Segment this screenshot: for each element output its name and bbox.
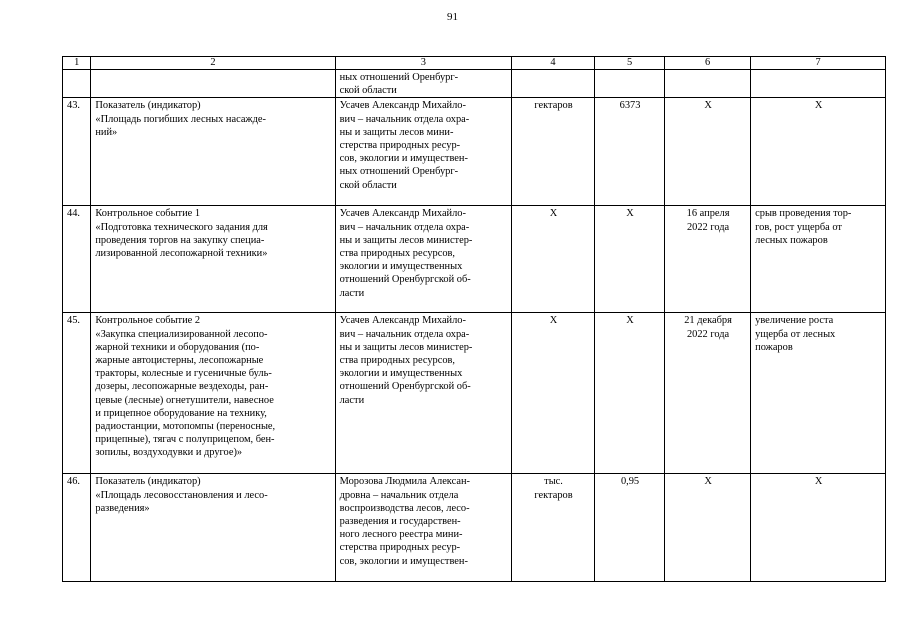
- cell-text-line: ны и защиты лесов мини-: [339, 126, 454, 138]
- cell-text-line: лесных пожаров: [755, 234, 828, 246]
- description-cell: [91, 313, 335, 474]
- cell-text-line: срыв проведения тор-: [755, 208, 852, 220]
- cell-text-line: дозеры, лесопожарные вездеходы, ран-: [95, 381, 269, 393]
- cell-text-line: Усачев Александр Михайло-: [339, 100, 466, 112]
- cell-text-line: Морозова Людмила Алексан-: [339, 476, 470, 488]
- column-header: 3: [335, 57, 511, 70]
- cell-text-line: отношений Оренбургской об-: [339, 274, 471, 286]
- table-row: [63, 206, 886, 313]
- cell-text-line: ской области: [339, 179, 397, 191]
- cell-text: X: [626, 315, 634, 327]
- risk-cell: [751, 206, 886, 313]
- cell-text-line: и прицепное оборудование на технику,: [95, 407, 267, 419]
- row-number-cell: [63, 206, 91, 313]
- cell-text-line: стерства природных ресур-: [339, 542, 461, 554]
- description-cell: [91, 98, 335, 206]
- cell-text-line: Контрольное событие 2: [95, 315, 201, 327]
- unit-cell: [511, 474, 594, 582]
- cell-text-line: 21 декабря: [684, 315, 732, 327]
- plan-table: [62, 56, 886, 582]
- table-row: [63, 313, 886, 474]
- cell-text-line: тракторы, колесные и гусеничные буль-: [95, 368, 272, 380]
- value-cell: [595, 98, 665, 206]
- cell-text-line: ства природных ресурсов,: [339, 248, 456, 260]
- date-cell: [665, 474, 751, 582]
- cell-text-line: гектаров: [534, 100, 573, 112]
- cell-text-line: «Закупка специализированной лесопо-: [95, 328, 268, 340]
- cell-text-line: увеличение роста: [755, 315, 834, 327]
- row-number-cell: [63, 98, 91, 206]
- cell-text-line: ного лесного реестра мини-: [339, 529, 463, 541]
- cell-text-line: лизированной лесопожарной техники»: [95, 248, 268, 260]
- cell-text-line: Показатель (индикатор): [95, 476, 201, 488]
- risk-cell: [751, 474, 886, 582]
- cell-text-line: ных отношений Оренбург-: [339, 72, 459, 83]
- cell-text: 6373: [619, 100, 641, 112]
- risk-cell: [751, 98, 886, 206]
- responsible-cell: [335, 474, 511, 582]
- header-row: [63, 57, 886, 70]
- unit-cell: [511, 313, 594, 474]
- cell-text-line: X: [814, 476, 823, 488]
- date-cell: [665, 70, 751, 98]
- responsible-cell: [335, 70, 511, 98]
- cell-text-line: воспроизводства лесов, лесо-: [339, 502, 470, 514]
- cell-text-line: разведения и государствен-: [339, 516, 461, 528]
- cell-text: 0,95: [620, 476, 640, 488]
- cell-text-line: вич – начальник отдела охра-: [339, 113, 470, 125]
- cell-text-line: разведения»: [95, 502, 150, 514]
- cell-text-line: гов, рост ущерба от: [755, 221, 842, 233]
- value-cell: [595, 206, 665, 313]
- responsible-cell: [335, 313, 511, 474]
- description-cell: [91, 474, 335, 582]
- cell-text-line: экологии и имущественных: [339, 368, 463, 380]
- column-header: 7: [751, 57, 886, 70]
- cell-text: X: [626, 208, 634, 220]
- column-header: 4: [511, 57, 594, 70]
- row-number-cell: [63, 474, 91, 582]
- cell-text-line: прицепные), тягач с полуприцепом, бен-: [95, 434, 275, 446]
- cell-text-line: 2022 года: [686, 221, 730, 233]
- cell-text-line: жарные автоцистерны, лесопожарные: [95, 355, 264, 367]
- column-header: 1: [63, 57, 91, 70]
- cell-text-line: X: [704, 100, 712, 112]
- cell-text-line: X: [704, 476, 712, 488]
- cell-text-line: 2022 года: [686, 328, 730, 340]
- cell-text-line: вич – начальник отдела охра-: [339, 221, 470, 233]
- date-cell: [665, 98, 751, 206]
- cell-text: 45.: [67, 315, 80, 327]
- row-number-cell: [63, 70, 91, 98]
- cell-text-line: ласти: [339, 394, 365, 406]
- cell-text-line: гектаров: [534, 489, 573, 501]
- cell-text-line: Усачев Александр Михайло-: [339, 315, 466, 327]
- cell-text-line: ны и защиты лесов министер-: [339, 234, 473, 246]
- cell-text-line: ных отношений Оренбург-: [339, 166, 459, 178]
- cell-text-line: ущерба от лесных: [755, 328, 836, 340]
- cell-text: 44.: [67, 208, 80, 220]
- responsible-cell: [335, 206, 511, 313]
- value-cell: [595, 474, 665, 582]
- cell-text-line: ства природных ресурсов,: [339, 355, 456, 367]
- cell-text-line: отношений Оренбургской об-: [339, 381, 471, 393]
- table-row: [63, 98, 886, 206]
- table-row: [63, 70, 886, 98]
- responsible-cell: [335, 98, 511, 206]
- cell-text-line: X: [549, 315, 558, 327]
- cell-text-line: Контрольное событие 1: [95, 208, 201, 220]
- cell-text-line: зопилы, воздуходувки и другое)»: [95, 447, 243, 459]
- cell-text-line: тыс.: [544, 476, 563, 488]
- description-cell: [91, 206, 335, 313]
- risk-cell: [751, 70, 886, 98]
- unit-cell: [511, 206, 594, 313]
- cell-text-line: «Площадь погибших лесных насажде-: [95, 113, 266, 125]
- risk-cell: [751, 313, 886, 474]
- cell-text-line: Показатель (индикатор): [95, 100, 201, 112]
- unit-cell: [511, 70, 594, 98]
- date-cell: [665, 313, 751, 474]
- cell-text-line: дровна – начальник отдела: [339, 489, 459, 501]
- value-cell: [595, 70, 665, 98]
- cell-text-line: сов, экологии и имуществен-: [339, 153, 468, 165]
- cell-text-line: радиостанции, мотопомпы (переносные,: [95, 421, 276, 433]
- cell-text-line: стерства природных ресур-: [339, 140, 461, 152]
- cell-text: 43.: [67, 100, 80, 112]
- cell-text-line: пожаров: [755, 341, 793, 353]
- cell-text-line: экологии и имущественных: [339, 261, 463, 273]
- cell-text-line: жарной техники и оборудования (по-: [95, 341, 260, 353]
- cell-text-line: ний»: [95, 126, 118, 138]
- cell-text-line: ской области: [339, 85, 397, 97]
- cell-text-line: вич – начальник отдела охра-: [339, 328, 470, 340]
- row-number-cell: [63, 313, 91, 474]
- date-cell: [665, 206, 751, 313]
- value-cell: [595, 313, 665, 474]
- cell-text-line: X: [549, 208, 558, 220]
- column-header: 5: [595, 57, 665, 70]
- description-cell: [91, 70, 335, 98]
- column-header: 2: [91, 57, 335, 70]
- cell-text-line: ны и защиты лесов министер-: [339, 341, 473, 353]
- page-number: 91: [447, 11, 458, 23]
- cell-text-line: X: [814, 100, 823, 112]
- cell-text-line: ласти: [339, 287, 365, 299]
- cell-text-line: цевые (лесные) огнетушители, навесное: [95, 394, 274, 406]
- cell-text: 46.: [67, 476, 80, 488]
- unit-cell: [511, 98, 594, 206]
- cell-text-line: 16 апреля: [686, 208, 730, 220]
- cell-text-line: Усачев Александр Михайло-: [339, 208, 466, 220]
- cell-text-line: «Подготовка технического задания для: [95, 221, 268, 233]
- cell-text-line: сов, экологии и имуществен-: [339, 555, 468, 567]
- cell-text-line: проведения торгов на закупку специа-: [95, 234, 265, 246]
- cell-text-line: «Площадь лесовосстановления и лесо-: [95, 489, 268, 501]
- column-header: 6: [665, 57, 751, 70]
- table-row: [63, 474, 886, 582]
